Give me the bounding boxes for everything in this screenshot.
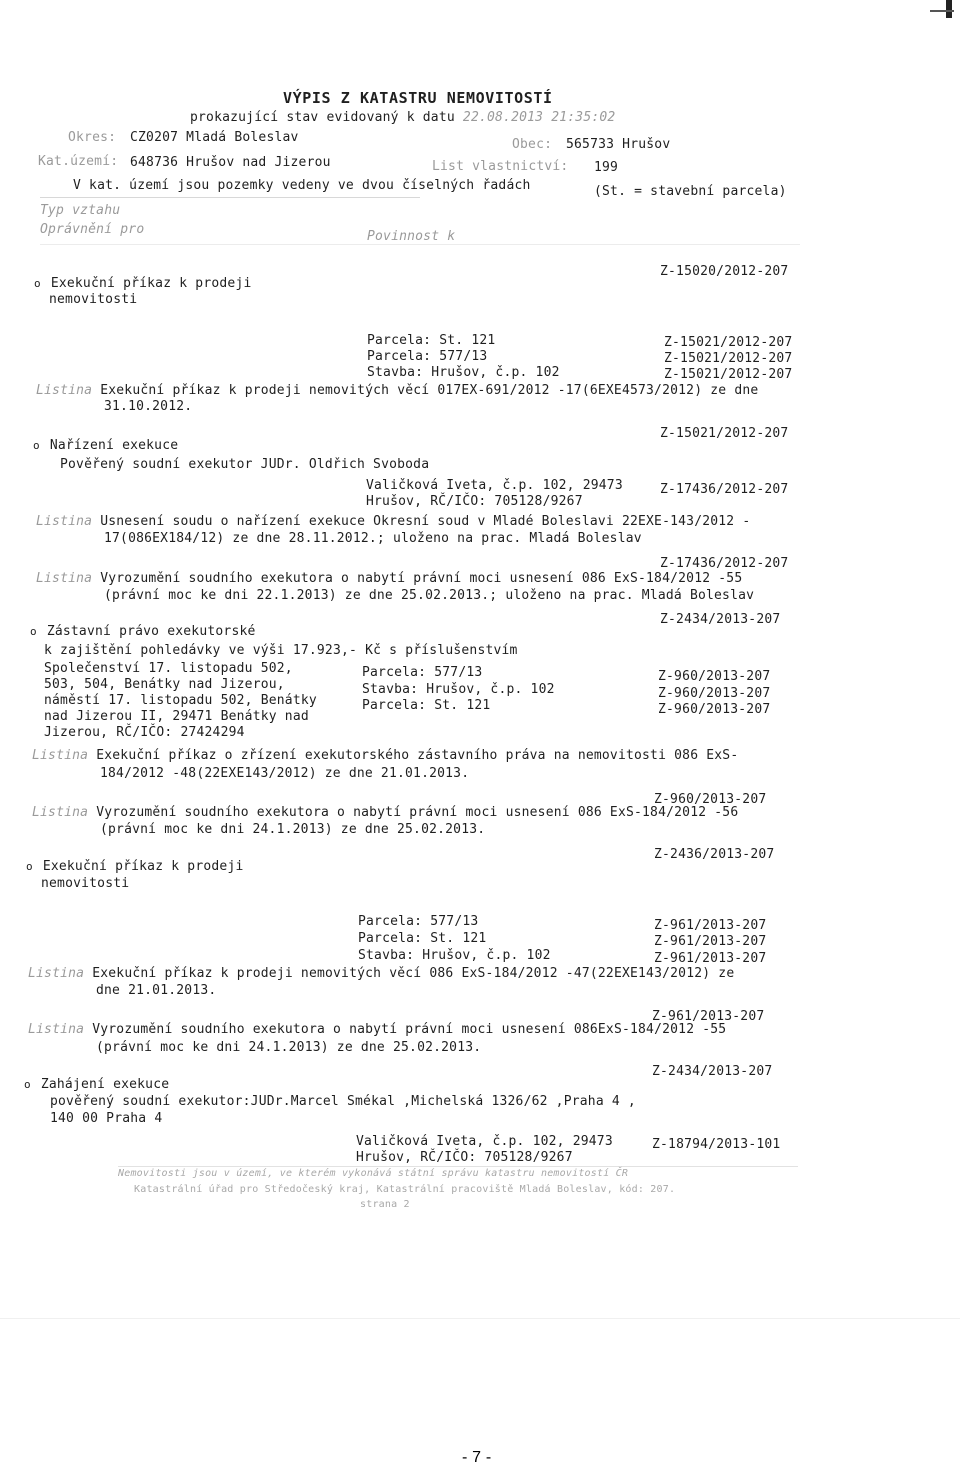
document-title: VÝPIS Z KATASTRU NEMOVITOSTÍ — [283, 89, 553, 107]
property-parcel: Parcela: 577/13 — [358, 914, 479, 929]
kat-value: 648736 Hrušov nad Jizerou — [130, 155, 331, 170]
listina-text: Listina Exekuční příkaz k prodeji nemovitých věcí 086 ExS-184/2012 -47(22EXE143/2012) ze — [28, 966, 735, 981]
obec-label: Obec: — [512, 137, 553, 152]
party-reference: Z-18794/2013-101 — [652, 1137, 781, 1152]
listina-reference: Z-961/2013-207 — [652, 1009, 765, 1024]
entry-title: o Zahájení exekuce — [24, 1077, 169, 1093]
okres-label: Okres: — [68, 130, 117, 145]
party-id: Hrušov, RČ/IČO: 705128/9267 — [356, 1150, 573, 1165]
creditor-line: náměstí 17. listopadu 502, Benátky — [44, 693, 317, 708]
column-povinnost-k: Povinnost k — [367, 229, 456, 244]
entry-title: o Exekuční příkaz k prodeji — [34, 276, 252, 292]
property-reference: Z-960/2013-207 — [658, 669, 771, 684]
property-reference: Z-15021/2012-207 — [664, 367, 793, 382]
listina-text-continued: dne 21.01.2013. — [96, 983, 217, 998]
obec-value: 565733 Hrušov — [566, 137, 671, 152]
listina-text-continued: (právní moc ke dni 24.1.2013) ze dne 25.02.2013. — [96, 1040, 482, 1055]
listina-text: Listina Vyrozumění soudního exekutora o nabytí právní moci usnesení 086 ExS-184/2012 -56 — [32, 805, 739, 820]
creditor-line: 503, 504, Benátky nad Jizerou, — [44, 677, 285, 692]
property-building: Stavba: Hrušov, č.p. 102 — [367, 365, 560, 380]
property-parcel: Parcela: St. 121 — [362, 698, 491, 713]
party-name: Valičková Iveta, č.p. 102, 29473 — [356, 1134, 613, 1149]
lv-label: List vlastnictví: — [432, 159, 569, 174]
property-reference: Z-961/2013-207 — [654, 918, 767, 933]
executor-line: Pověřený soudní exekutor JUDr. Oldřich Svoboda — [60, 457, 430, 472]
scan-edge-mark — [930, 10, 954, 12]
executor-line: pověřený soudní exekutor:JUDr.Marcel Smékal ,Michelská 1326/62 ,Praha 4 , — [50, 1094, 636, 1109]
lv-value: 199 — [594, 160, 619, 175]
creditor-line: Společenství 17. listopadu 502, — [44, 661, 293, 676]
property-building: Stavba: Hrušov, č.p. 102 — [358, 948, 551, 963]
listina-reference: Z-17436/2012-207 — [660, 556, 789, 571]
property-parcel: Parcela: 577/13 — [362, 665, 483, 680]
entry-title: o Zástavní právo exekutorské — [30, 624, 256, 640]
entry-reference: Z-15020/2012-207 — [660, 264, 789, 279]
footer-page-label: strana 2 — [360, 1199, 410, 1210]
property-reference: Z-15021/2012-207 — [664, 335, 793, 350]
entry-title-continued: nemovitosti — [41, 876, 130, 891]
property-parcel: Parcela: 577/13 — [367, 349, 488, 364]
party-id: Hrušov, RČ/IČO: 705128/9267 — [366, 494, 583, 509]
property-reference: Z-961/2013-207 — [654, 951, 767, 966]
okres-value: CZ0207 Mladá Boleslav — [130, 130, 299, 145]
cadastre-note-legend: (St. = stavební parcela) — [594, 184, 787, 199]
listina-reference: Z-2436/2013-207 — [654, 847, 775, 862]
scan-corner-mark — [946, 0, 952, 18]
header-divider — [40, 197, 420, 198]
property-parcel: Parcela: St. 121 — [367, 333, 496, 348]
listina-text-continued: 184/2012 -48(22EXE143/2012) ze dne 21.01.2013. — [100, 766, 470, 781]
listina-text-continued: (právní moc ke dni 24.1.2013) ze dne 25.02.2013. — [100, 822, 486, 837]
column-opravneni-pro: Oprávnění pro — [40, 222, 145, 237]
listina-text: Listina Exekuční příkaz o zřízení exekutorského zástavního práva na nemovitosti 086 ExS- — [32, 748, 739, 763]
listina-text-continued: 17(086EX184/12) ze dne 28.11.2012.; uloženo na prac. Mladá Boleslav — [104, 531, 642, 546]
listina-text: Listina Vyrozumění soudního exekutora o nabytí právní moci usnesení 086 ExS-184/2012 -55 — [36, 571, 743, 586]
column-typ-vztahu: Typ vztahu — [40, 203, 121, 218]
property-reference: Z-15021/2012-207 — [664, 351, 793, 366]
property-reference: Z-960/2013-207 — [658, 686, 771, 701]
entry-title: o Nařízení exekuce — [33, 438, 178, 454]
entry-subtitle: k zajištění pohledávky ve výši 17.923,- Kč s příslušenstvím — [44, 643, 518, 658]
entry-title: o Exekuční příkaz k prodeji — [26, 859, 244, 875]
footer-note: Nemovitosti jsou v území, ve kterém vykonává státní správu katastru nemovitostí ČR — [118, 1168, 629, 1179]
footer-office: Katastrální úřad pro Středočeský kraj, Katastrální pracoviště Mladá Boleslav, kód: 207. — [134, 1184, 676, 1195]
property-parcel: Parcela: St. 121 — [358, 931, 487, 946]
listina-text: Listina Vyrozumění soudního exekutora o nabytí právní moci usnesení 086ExS-184/2012 -55 — [28, 1022, 727, 1037]
listina-text: Listina Exekuční příkaz k prodeji nemovitých věcí 017EX-691/2012 -17(6EXE4573/2012) ze dne — [36, 383, 759, 398]
scan-page-edge — [0, 1318, 960, 1319]
party-reference: Z-17436/2012-207 — [660, 482, 789, 497]
property-reference: Z-961/2013-207 — [654, 934, 767, 949]
listina-text-continued: 31.10.2012. — [104, 399, 193, 414]
listina-reference: Z-2434/2013-207 — [652, 1064, 773, 1079]
property-reference: Z-960/2013-207 — [658, 702, 771, 717]
listina-text: Listina Usnesení soudu o nařízení exekuce Okresní soud v Mladé Boleslavi 22EXE-143/2012 - — [36, 514, 751, 529]
columns-divider — [40, 244, 800, 245]
document-subtitle: prokazující stav evidovaný k datu 22.08.2013 21:35:02 — [190, 110, 616, 125]
listina-reference: Z-960/2013-207 — [654, 792, 767, 807]
creditor-line: nad Jizerou II, 29471 Benátky nad — [44, 709, 309, 724]
cadastre-note: V kat. území jsou pozemky vedeny ve dvou číselných řadách — [73, 178, 531, 193]
executor-address: 140 00 Praha 4 — [50, 1111, 163, 1126]
kat-label: Kat.území: — [38, 154, 119, 169]
listina-reference: Z-2434/2013-207 — [660, 612, 781, 627]
page-number: - 7 - — [462, 1449, 492, 1466]
party-name: Valičková Iveta, č.p. 102, 29473 — [366, 478, 623, 493]
entry-title-continued: nemovitosti — [49, 292, 138, 307]
creditor-line: Jizerou, RČ/IČO: 27424294 — [44, 725, 245, 740]
property-building: Stavba: Hrušov, č.p. 102 — [362, 682, 555, 697]
listina-reference: Z-15021/2012-207 — [660, 426, 789, 441]
listina-text-continued: (právní moc ke dni 22.1.2013) ze dne 25.02.2013.; uloženo na prac. Mladá Boleslav — [104, 588, 755, 603]
